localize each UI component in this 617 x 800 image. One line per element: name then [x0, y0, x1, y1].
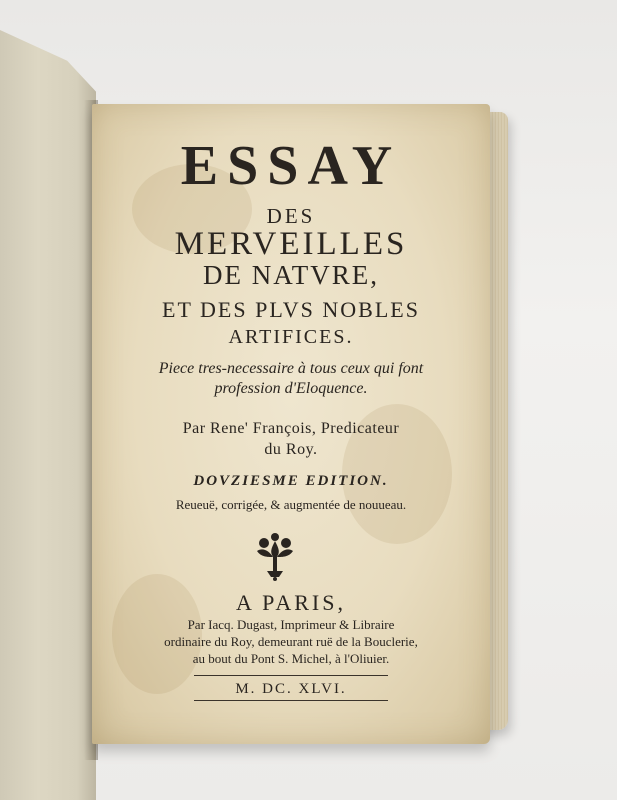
imprint-place: A PARIS,	[235, 590, 346, 615]
author-line-2: du Roy.	[264, 441, 318, 458]
title-artifices: ARTIFICES.	[228, 326, 354, 348]
imprint-date: M. DC. XLVI.	[235, 681, 347, 697]
left-page	[0, 30, 96, 800]
author-line-1: Par Rene' François, Predicateur	[182, 420, 400, 437]
imprint-line-2: ordinaire du Roy, demeurant ruë de la Bouclerie,	[164, 634, 418, 649]
title-plus-nobles: ET DES PLVS NOBLES	[162, 297, 420, 322]
title-page	[92, 104, 490, 744]
imprint-line-3: au bout du Pont S. Michel, à l'Oliuier.	[192, 651, 390, 666]
title-des: DES	[266, 204, 316, 228]
rule-bottom	[194, 700, 388, 701]
edition-line: DOVZIESME EDITION.	[193, 473, 389, 489]
rule-top	[194, 675, 388, 676]
fleuron-ornament-icon	[249, 529, 301, 581]
imprint-line-1: Par Iacq. Dugast, Imprimeur & Libraire	[187, 617, 395, 632]
subtitle-line-2: profession d'Eloquence.	[214, 380, 368, 397]
book-title: ESSAY	[180, 135, 402, 197]
title-nature: DE NATVRE,	[203, 260, 379, 290]
subtitle-line-1: Piece tres-necessaire à tous ceux qui font	[158, 360, 424, 377]
title-merveilles: MERVEILLES	[174, 226, 408, 262]
revised-line: Reueuë, corrigée, & augmentée de nouueau.	[175, 497, 407, 512]
